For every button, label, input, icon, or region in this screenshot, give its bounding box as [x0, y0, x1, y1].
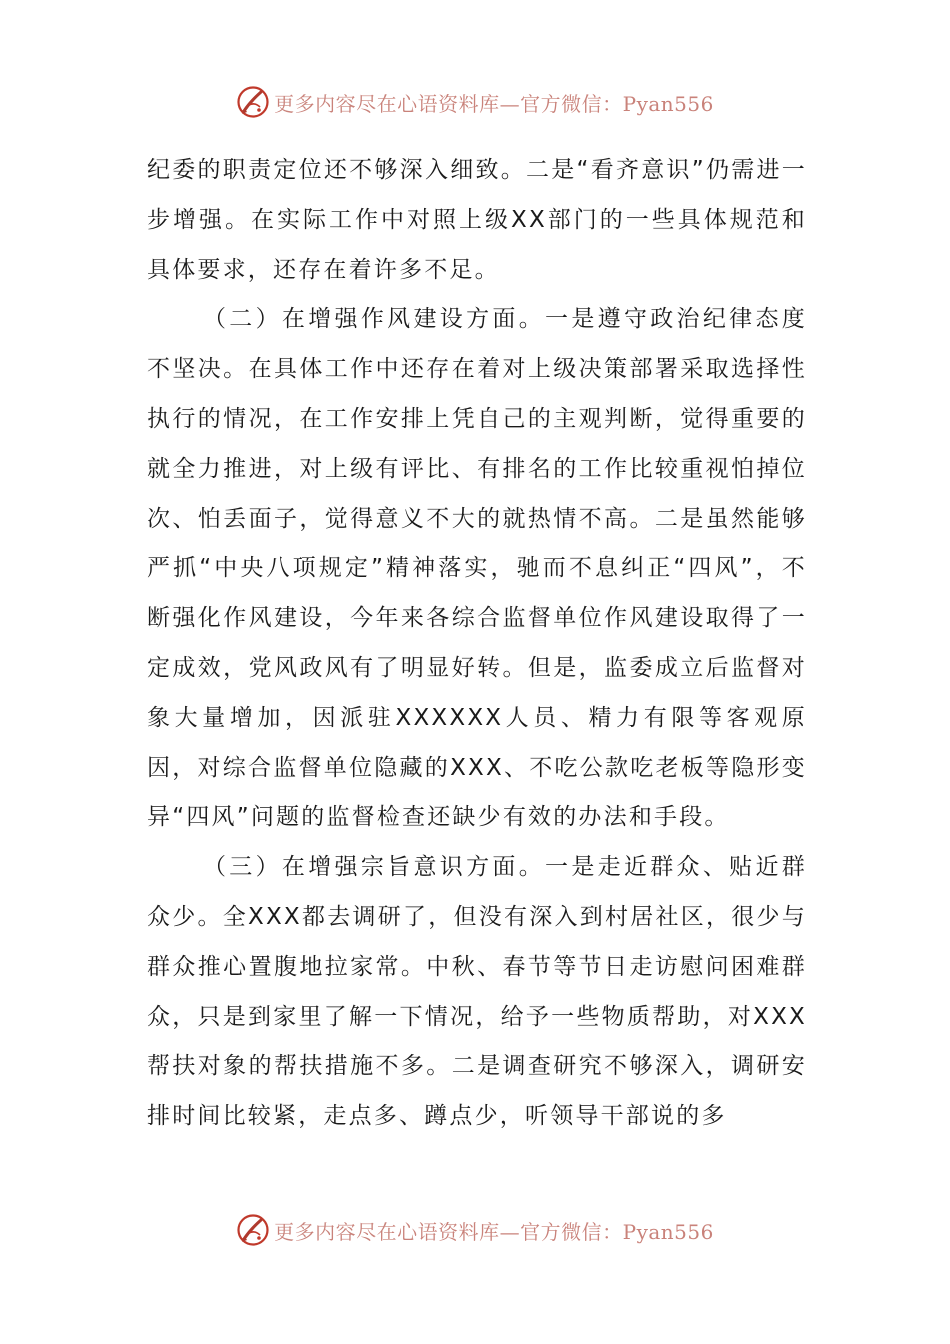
pen-logo-icon	[236, 85, 270, 119]
header-watermark	[0, 82, 950, 122]
footer-watermark	[0, 1210, 950, 1250]
paragraph-continuation: 纪委的职责定位还不够深入细致。二是“看齐意识”仍需进一步增强。在实际工作中对照上级XX部门的一些具体规范和具体要求，还存在着许多不足。	[147, 157, 807, 283]
pen-logo-icon	[236, 1213, 270, 1247]
document-body	[147, 146, 807, 1142]
footer-watermark-text: 更多内容尽在心语资料库—官方微信：Pyan556	[274, 1219, 714, 1244]
paragraph-purpose-awareness: （三）在增强宗旨意识方面。一是走近群众、贴近群众少。全XXX都去调研了，但没有深入到村居社区，很少与群众推心置腹地拉家常。中秋、春节等节日走访慰问困难群众，只是到家里了解一下情况，给予一些物质帮助，对XXX帮扶对象的帮扶措施不多。二是调查研究不够深入，调研安排时间比较紧，走点多、蹲点少，听领导干部说的多	[147, 854, 807, 1130]
header-watermark-text: 更多内容尽在心语资料库—官方微信：Pyan556	[274, 91, 714, 116]
paragraph-work-style: （二）在增强作风建设方面。一是遵守政治纪律态度不坚决。在具体工作中还存在着对上级决策部署采取选择性执行的情况，在工作安排上凭自己的主观判断，觉得重要的就全力推进，对上级有评比、有排名的工作比较重视怕掉位次、怕丢面子，觉得意义不大的就热情不高。二是虽然能够严抓“中央八项规定”精神落实，驰而不息纠正“四风”，不断强化作风建设，今年来各综合监督单位作风建设取得了一定成效，党风政风有了明显好转。但是，监委成立后监督对象大量增加，因派驻XXXXXX人员、精力有限等客观原因，对综合监督单位隐藏的XXX、不吃公款吃老板等隐形变异“四风”问题的监督检查还缺少有效的办法和手段。	[147, 306, 807, 831]
